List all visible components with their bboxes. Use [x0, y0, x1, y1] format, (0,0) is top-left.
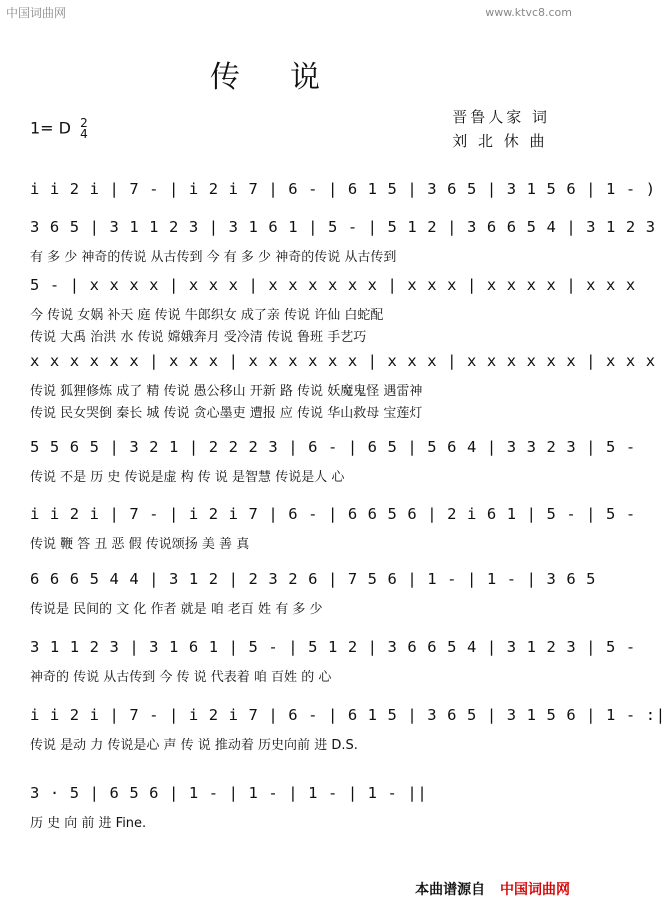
composer: 刘 北 休 曲 — [452, 132, 548, 150]
key-signature — [30, 118, 88, 140]
lyric-line: 传说 大禹 治洪 水 传说 嫦娥奔月 受冷清 传说 鲁班 手艺巧 — [30, 330, 367, 345]
lyricist: 晋鲁人家 词 — [452, 108, 550, 126]
melody-line: i i 2 i | 7 - | i 2 i 7 | 6 - | 6 6 5 6 | 2 i 6 1 | 5 - | 5 - — [30, 505, 636, 523]
key-label: 1= D — [30, 118, 71, 138]
lyric-line: 有 多 少 神奇的传说 从古传到 今 有 多 少 神奇的传说 从古传到 — [30, 250, 397, 265]
melody-line: 3 · 5 | 6 5 6 | 1 - | 1 - | 1 - | 1 - || — [30, 784, 428, 802]
staff-row — [30, 438, 636, 486]
melody-line: 6 6 6 5 4 4 | 3 1 2 | 2 3 2 6 | 7 5 6 | 1 - | 1 - | 3 6 5 — [30, 570, 597, 588]
watermark-left: 中国词曲网 — [6, 6, 67, 20]
footer-site: 中国词曲网 — [500, 882, 570, 898]
staff-row — [30, 706, 666, 754]
melody-line: x x x x x x | x x x | x x x x x x | x x x | x x x x x x | x x x — [30, 352, 656, 370]
lyric-line: 传说 民女哭倒 秦长 城 传说 贪心墨吏 遭报 应 传说 华山救母 宝莲灯 — [30, 406, 423, 421]
song-title: 传说 — [210, 60, 370, 95]
lyric-line: 今 传说 女娲 补天 庭 传说 牛郎织女 成了亲 传说 许仙 白蛇配 — [30, 308, 384, 323]
staff-row — [30, 784, 555, 832]
lyric-line: 传说是 民间的 文 化 作者 就是 咱 老百 姓 有 多 少 — [30, 602, 323, 617]
time-bottom: 4 — [80, 127, 88, 141]
staff-row — [30, 505, 636, 553]
lyric-line: 历 史 向 前 进 Fine. — [30, 816, 147, 831]
lyric-line: 传说 不是 历 史 传说是虚 构 传 说 是智慧 传说是人 心 — [30, 470, 345, 485]
lyric-line: 传说 鞭 答 丑 恶 假 传说颂扬 美 善 真 — [30, 537, 250, 552]
lyric-line: 传说 是动 力 传说是心 声 传 说 推动着 历史向前 进 D.S. — [30, 738, 358, 753]
staff-row — [30, 352, 656, 422]
staff-row — [30, 570, 597, 618]
lyric-line: 神奇的 传说 从古传到 今 传 说 代表着 咱 百姓 的 心 — [30, 670, 332, 685]
lyric-line: 传说 狐狸修炼 成了 精 传说 愚公移山 开新 路 传说 妖魔鬼怪 遇雷神 — [30, 384, 423, 399]
melody-line: 5 5 6 5 | 3 2 1 | 2 2 2 3 | 6 - | 6 5 | 5 6 4 | 3 3 2 3 | 5 - — [30, 438, 636, 456]
melody-line: i i 2 i | 7 - | i 2 i 7 | 6 - | 6 1 5 | 3 6 5 | 3 1 5 6 | 1 - ) — [30, 180, 656, 198]
staff-row — [30, 638, 636, 686]
melody-line: i i 2 i | 7 - | i 2 i 7 | 6 - | 6 1 5 | 3 6 5 | 3 1 5 6 | 1 - :| — [30, 706, 666, 724]
staff-row — [30, 218, 656, 266]
footer-source: 本曲谱源自 — [415, 882, 486, 898]
watermark-right: www.ktvc8.com — [485, 6, 572, 19]
melody-line: 3 1 1 2 3 | 3 1 6 1 | 5 - | 5 1 2 | 3 6 6 5 4 | 3 1 2 3 | 5 - — [30, 638, 636, 656]
staff-row — [30, 180, 656, 202]
credits — [452, 105, 550, 153]
footer — [415, 879, 570, 899]
melody-line: 3 6 5 | 3 1 1 2 3 | 3 1 6 1 | 5 - | 5 1 2 | 3 6 6 5 4 | 3 1 2 3 — [30, 218, 656, 236]
staff-row — [30, 276, 636, 346]
time-signature — [80, 118, 88, 140]
time-top: 2 — [80, 116, 88, 130]
melody-line: 5 - | x x x x | x x x | x x x x x x | x x x | x x x x | x x x — [30, 276, 636, 294]
